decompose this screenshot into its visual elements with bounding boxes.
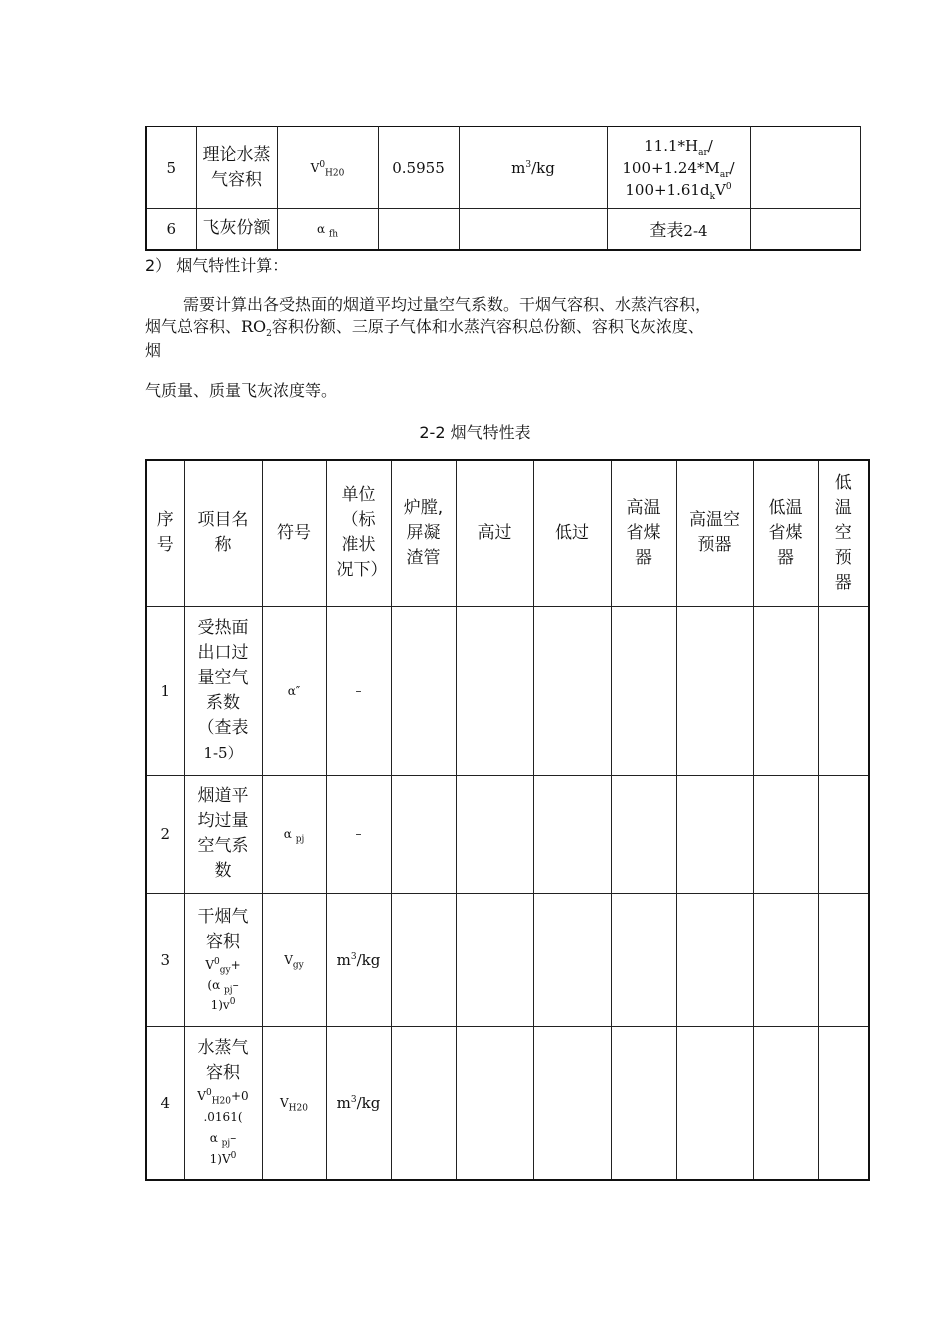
value-cell bbox=[391, 1026, 456, 1180]
value-cell bbox=[391, 775, 456, 893]
value-cell: 0.5955 bbox=[378, 127, 459, 209]
empty-cell bbox=[750, 127, 860, 209]
value-cell bbox=[456, 606, 533, 775]
table-row bbox=[146, 775, 869, 893]
table-row bbox=[146, 209, 860, 250]
header-cell: 单位（标准状况下） bbox=[326, 460, 391, 606]
value-cell bbox=[753, 893, 818, 1026]
formula-cell: $11.1*H_{ar}/$ $100+1.24*M_{ar}/$ $100+1.61d_kV^0$ bbox=[607, 127, 750, 209]
symbol-cell: α $_{fh}$ bbox=[277, 209, 378, 250]
table-row bbox=[146, 1026, 869, 1180]
row-number: 4 bbox=[146, 1026, 184, 1180]
value-cell bbox=[391, 606, 456, 775]
value-cell bbox=[611, 1026, 676, 1180]
value-cell bbox=[611, 606, 676, 775]
value-cell bbox=[818, 606, 869, 775]
value-cell bbox=[533, 775, 611, 893]
header-row bbox=[146, 460, 869, 606]
row-number: 5 bbox=[146, 127, 196, 209]
row-number: 6 bbox=[146, 209, 196, 250]
table-row bbox=[146, 606, 869, 775]
paragraph: 需要计算出各受热面的烟道平均过量空气系数。干烟气容积、水蒸汽容积， bbox=[183, 295, 712, 314]
value-cell bbox=[378, 209, 459, 250]
header-cell: 炉膛,屏凝渣管 bbox=[391, 460, 456, 606]
unit-cell: – bbox=[326, 606, 391, 775]
symbol-cell: $V^0_{H20}$ bbox=[277, 127, 378, 209]
table-row bbox=[146, 127, 860, 209]
symbol-cell: α″ bbox=[262, 606, 326, 775]
value-cell bbox=[818, 775, 869, 893]
header-cell: 低温省煤器 bbox=[753, 460, 818, 606]
value-cell bbox=[533, 1026, 611, 1180]
empty-cell bbox=[750, 209, 860, 250]
paragraph-line: 气质量、质量飞灰浓度等。 bbox=[145, 381, 338, 400]
value-cell bbox=[753, 606, 818, 775]
item-name: 烟道平均过量空气系数 bbox=[184, 775, 262, 893]
header-cell: 低温空预器 bbox=[818, 460, 869, 606]
value-cell bbox=[676, 606, 753, 775]
value-cell bbox=[611, 893, 676, 1026]
value-cell bbox=[818, 1026, 869, 1180]
symbol-cell: $V_{gy}$ bbox=[262, 893, 326, 1026]
flue-gas-table bbox=[145, 459, 870, 1181]
value-cell bbox=[456, 1026, 533, 1180]
unit-cell: $m^3/kg$ bbox=[326, 893, 391, 1026]
table-caption: 2-2 烟气特性表 bbox=[419, 423, 531, 442]
row-number: 3 bbox=[146, 893, 184, 1026]
unit-cell: – bbox=[326, 775, 391, 893]
row-number: 2 bbox=[146, 775, 184, 893]
paragraph-line: 烟气总容积、$RO_2$容积份额、三原子气体和水蒸汽容积总份额、容积飞灰浓度、 bbox=[145, 317, 704, 340]
item-name: 水蒸气容积 $V^0_{H20}+0$ .0161( α $_{pj}$– $1)V^0$ bbox=[184, 1026, 262, 1180]
continued-table bbox=[145, 126, 861, 251]
value-cell bbox=[676, 1026, 753, 1180]
paragraph-line: 烟 bbox=[145, 341, 162, 360]
unit-cell: $m^3/kg$ bbox=[326, 1026, 391, 1180]
item-name: 受热面出口过量空气系数 （查表 1-5） bbox=[184, 606, 262, 775]
value-cell bbox=[533, 893, 611, 1026]
value-cell bbox=[753, 1026, 818, 1180]
table-row bbox=[146, 893, 869, 1026]
row-number: 1 bbox=[146, 606, 184, 775]
header-cell: 低过 bbox=[533, 460, 611, 606]
value-cell bbox=[391, 893, 456, 1026]
item-name: 干烟气容积 $V^0_{gy}+$ (α $_{pj}$– $1)v^0$ bbox=[184, 893, 262, 1026]
header-cell: 高温空预器 bbox=[676, 460, 753, 606]
header-cell: 项目名称 bbox=[184, 460, 262, 606]
header-cell: 符号 bbox=[262, 460, 326, 606]
value-cell bbox=[676, 893, 753, 1026]
value-cell bbox=[456, 775, 533, 893]
section-heading: 2） 烟气特性计算： bbox=[145, 256, 289, 275]
unit-cell: $m^3/kg$ bbox=[459, 127, 607, 209]
symbol-cell: α $_{pj}$ bbox=[262, 775, 326, 893]
value-cell bbox=[456, 893, 533, 1026]
value-cell bbox=[676, 775, 753, 893]
symbol-cell: $V_{H20}$ bbox=[262, 1026, 326, 1180]
item-name: 理论水蒸气容积 bbox=[196, 127, 277, 209]
formula-cell: 查表2-4 bbox=[607, 209, 750, 250]
value-cell bbox=[611, 775, 676, 893]
header-cell: 序号 bbox=[146, 460, 184, 606]
value-cell bbox=[753, 775, 818, 893]
item-name: 飞灰份额 bbox=[196, 209, 277, 250]
value-cell bbox=[818, 893, 869, 1026]
value-cell bbox=[533, 606, 611, 775]
header-cell: 高温省煤器 bbox=[611, 460, 676, 606]
unit-cell bbox=[459, 209, 607, 250]
header-cell: 高过 bbox=[456, 460, 533, 606]
